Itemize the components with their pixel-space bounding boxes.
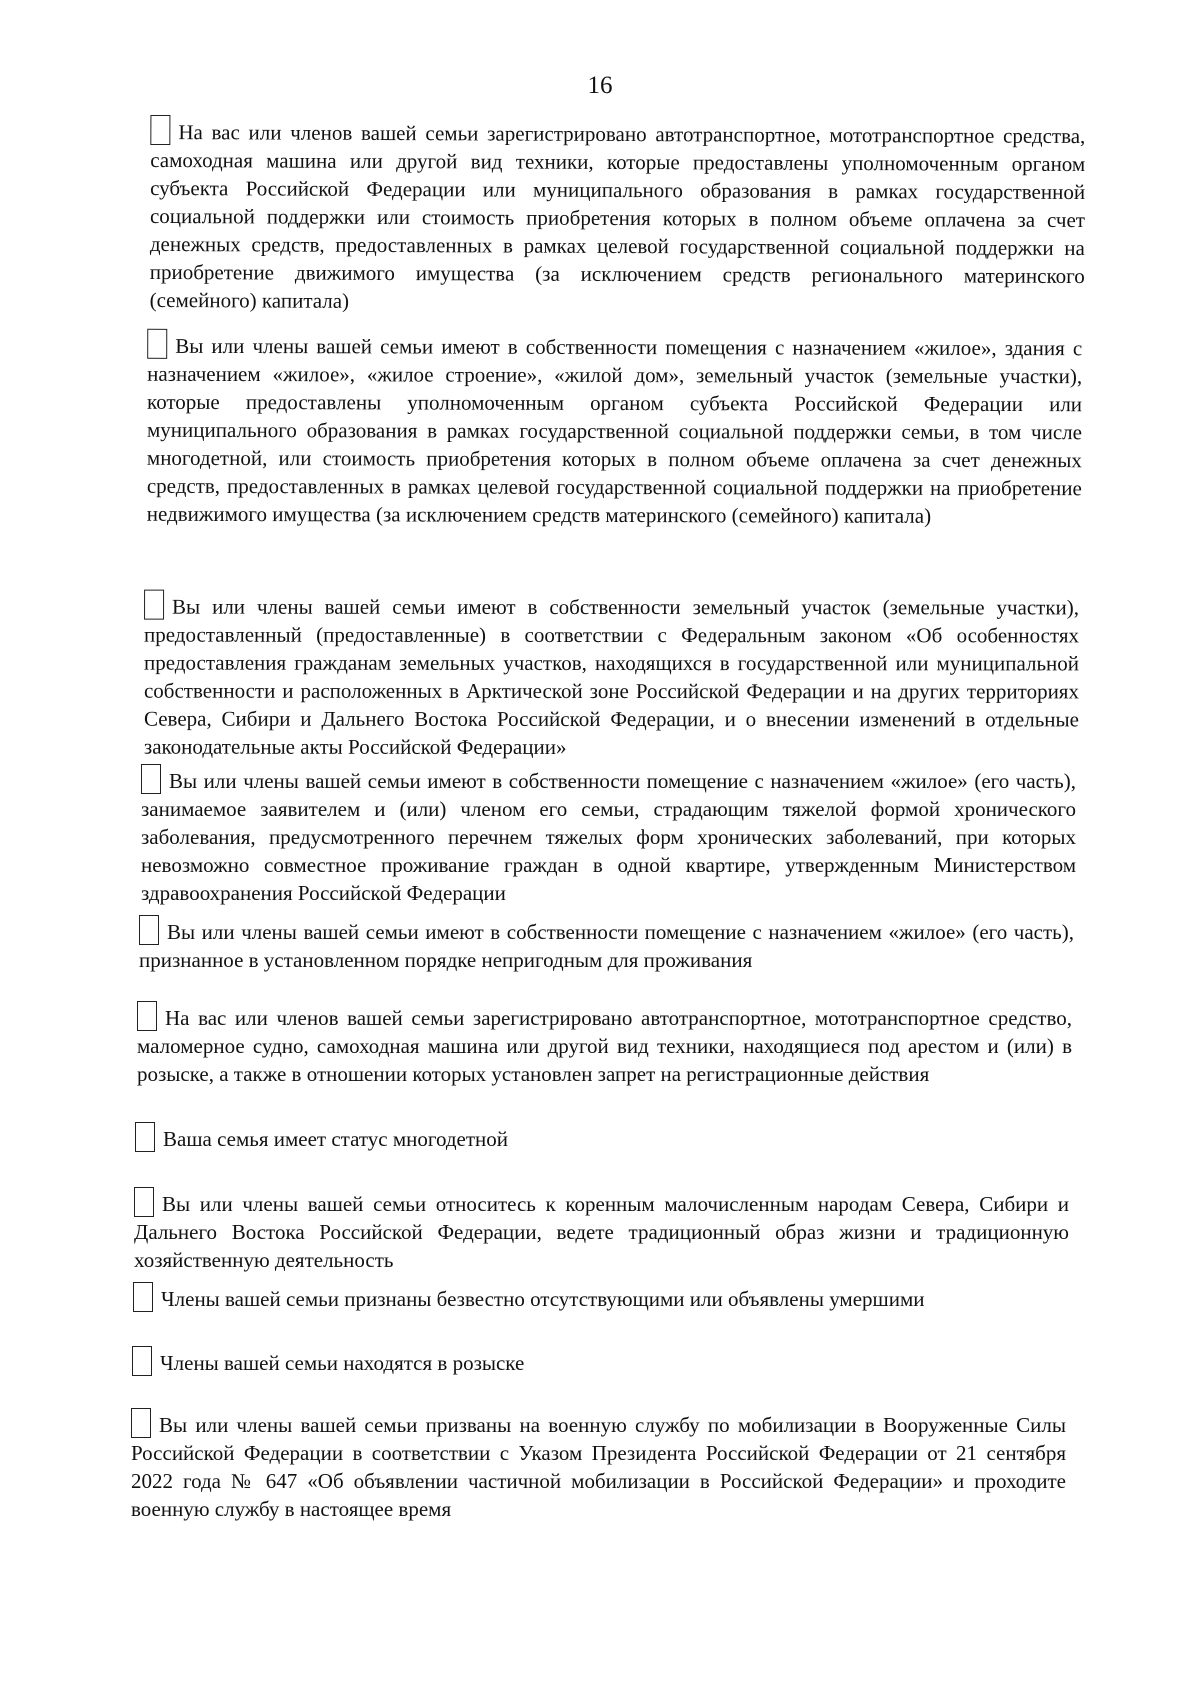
checkbox[interactable] — [147, 329, 167, 359]
item-text: Члены вашей семьи находятся в розыске — [160, 1351, 525, 1375]
checkbox[interactable] — [141, 764, 161, 794]
checkbox[interactable] — [134, 1187, 154, 1217]
checklist-item — [137, 1001, 1072, 1088]
checklist-item — [139, 915, 1074, 974]
item-text: Вы или члены вашей семьи имеют в собственности помещение с назначением «жилое» (его часть), занимаемое заявителем и (или) членом его семьи, страдающим тяжелой формой хронического заболевания, предусмотренного перечнем тяжелых форм хронических заболеваний, при которых невозможно совместное проживание граждан в одной квартире, утвержденным Министерством здравоохранения Российской Федерации — [141, 769, 1076, 905]
item-text: Ваша семья имеет статус многодетной — [163, 1127, 509, 1151]
checkbox[interactable] — [131, 1408, 151, 1438]
checkbox[interactable] — [133, 1282, 153, 1312]
checklist-item — [133, 1282, 1068, 1313]
checkbox[interactable] — [144, 590, 164, 620]
checklist-item — [141, 764, 1076, 907]
item-text: На вас или членов вашей семьи зарегистрировано автотранспортное, мототранспортное средства, самоходная машина или другой вид техники, которые предоставлены уполномоченным органом субъекта Российской Федерации или муниципального образования в рамках государственной социальной поддержки или стоимость приобретения которых в полном объеме оплачена за счет денежных средств, предоставленных в рамках целевой государственной социальной поддержки на приобретение движимого имущества (за исключением средств регионального материнского (семейного) капитала) — [149, 120, 1086, 313]
item-text: Вы или члены вашей семьи призваны на военную службу по мобилизации в Вооруженные Силы Российской Федерации в соответствии с Указом Президента Российской Федерации от 21 сентября 2022 года № 647 «Об объявлении частичной мобилизации в Российской Федерации» и проходите военную службу в настоящее время — [131, 1413, 1066, 1521]
checkbox[interactable] — [137, 1001, 157, 1031]
item-text: На вас или членов вашей семьи зарегистрировано автотранспортное, мототранспортное средство, маломерное судно, самоходная машина или другой вид техники, находящиеся под арестом и (или) в розыске, а также в отношении которых установлен запрет на регистрационные действия — [137, 1006, 1072, 1086]
item-text: Вы или члены вашей семьи имеют в собственности помещения с назначением «жилое», здания с назначением «жилое», «жилое строение», «жилой дом», земельный участок (земельные участки), которые предоставлены уполномоченным органом субъекта Российской Федерации или муниципального образования в рамках государственной социальной поддержки семьи, в том числе многодетной, или стоимость приобретения которых в полном объеме оплачена за счет денежных средств, предоставленных в рамках целевой государственной социальной поддержки на приобретение недвижимого имущества (за исключением средств материнского (семейного) капитала) — [146, 333, 1083, 528]
item-text: Члены вашей семьи признаны безвестно отсутствующими или объявлены умершими — [161, 1287, 925, 1311]
checklist-item — [147, 329, 1083, 530]
checkbox[interactable] — [150, 115, 170, 145]
checkbox[interactable] — [135, 1122, 155, 1152]
checkbox[interactable] — [139, 915, 159, 945]
checklist-item — [131, 1408, 1066, 1523]
checklist-item — [135, 1122, 1070, 1153]
checklist-item — [134, 1187, 1069, 1274]
item-text: Вы или члены вашей семьи имеют в собственности помещение с назначением «жилое» (его часть), признанное в установленном порядке непригодным для проживания — [139, 920, 1074, 972]
item-text: Вы или члены вашей семьи имеют в собственности земельный участок (земельные участки), предоставленный (предоставленные) в соответствии с Федеральным законом «Об особенностях предоставления гражданам земельных участков, находящихся в государственной или муниципальной собственности и расположенных в Арктической зоне Российской Федерации и на других территориях Севера, Сибири и Дальнего Востока Российской Федерации, и о внесении изменений в отдельные законодательные акты Российской Федерации» — [143, 594, 1080, 759]
item-text: Вы или члены вашей семьи относитесь к коренным малочисленным народам Севера, Сибири и Дальнего Востока Российской Федерации, ведете традиционный образ жизни и традиционную хозяйственную деятельность — [134, 1192, 1069, 1272]
page-number: 16 — [587, 72, 613, 99]
checkbox[interactable] — [132, 1346, 152, 1376]
checklist-item — [150, 115, 1086, 318]
checklist-item — [132, 1346, 1067, 1377]
checklist-item — [144, 590, 1079, 762]
